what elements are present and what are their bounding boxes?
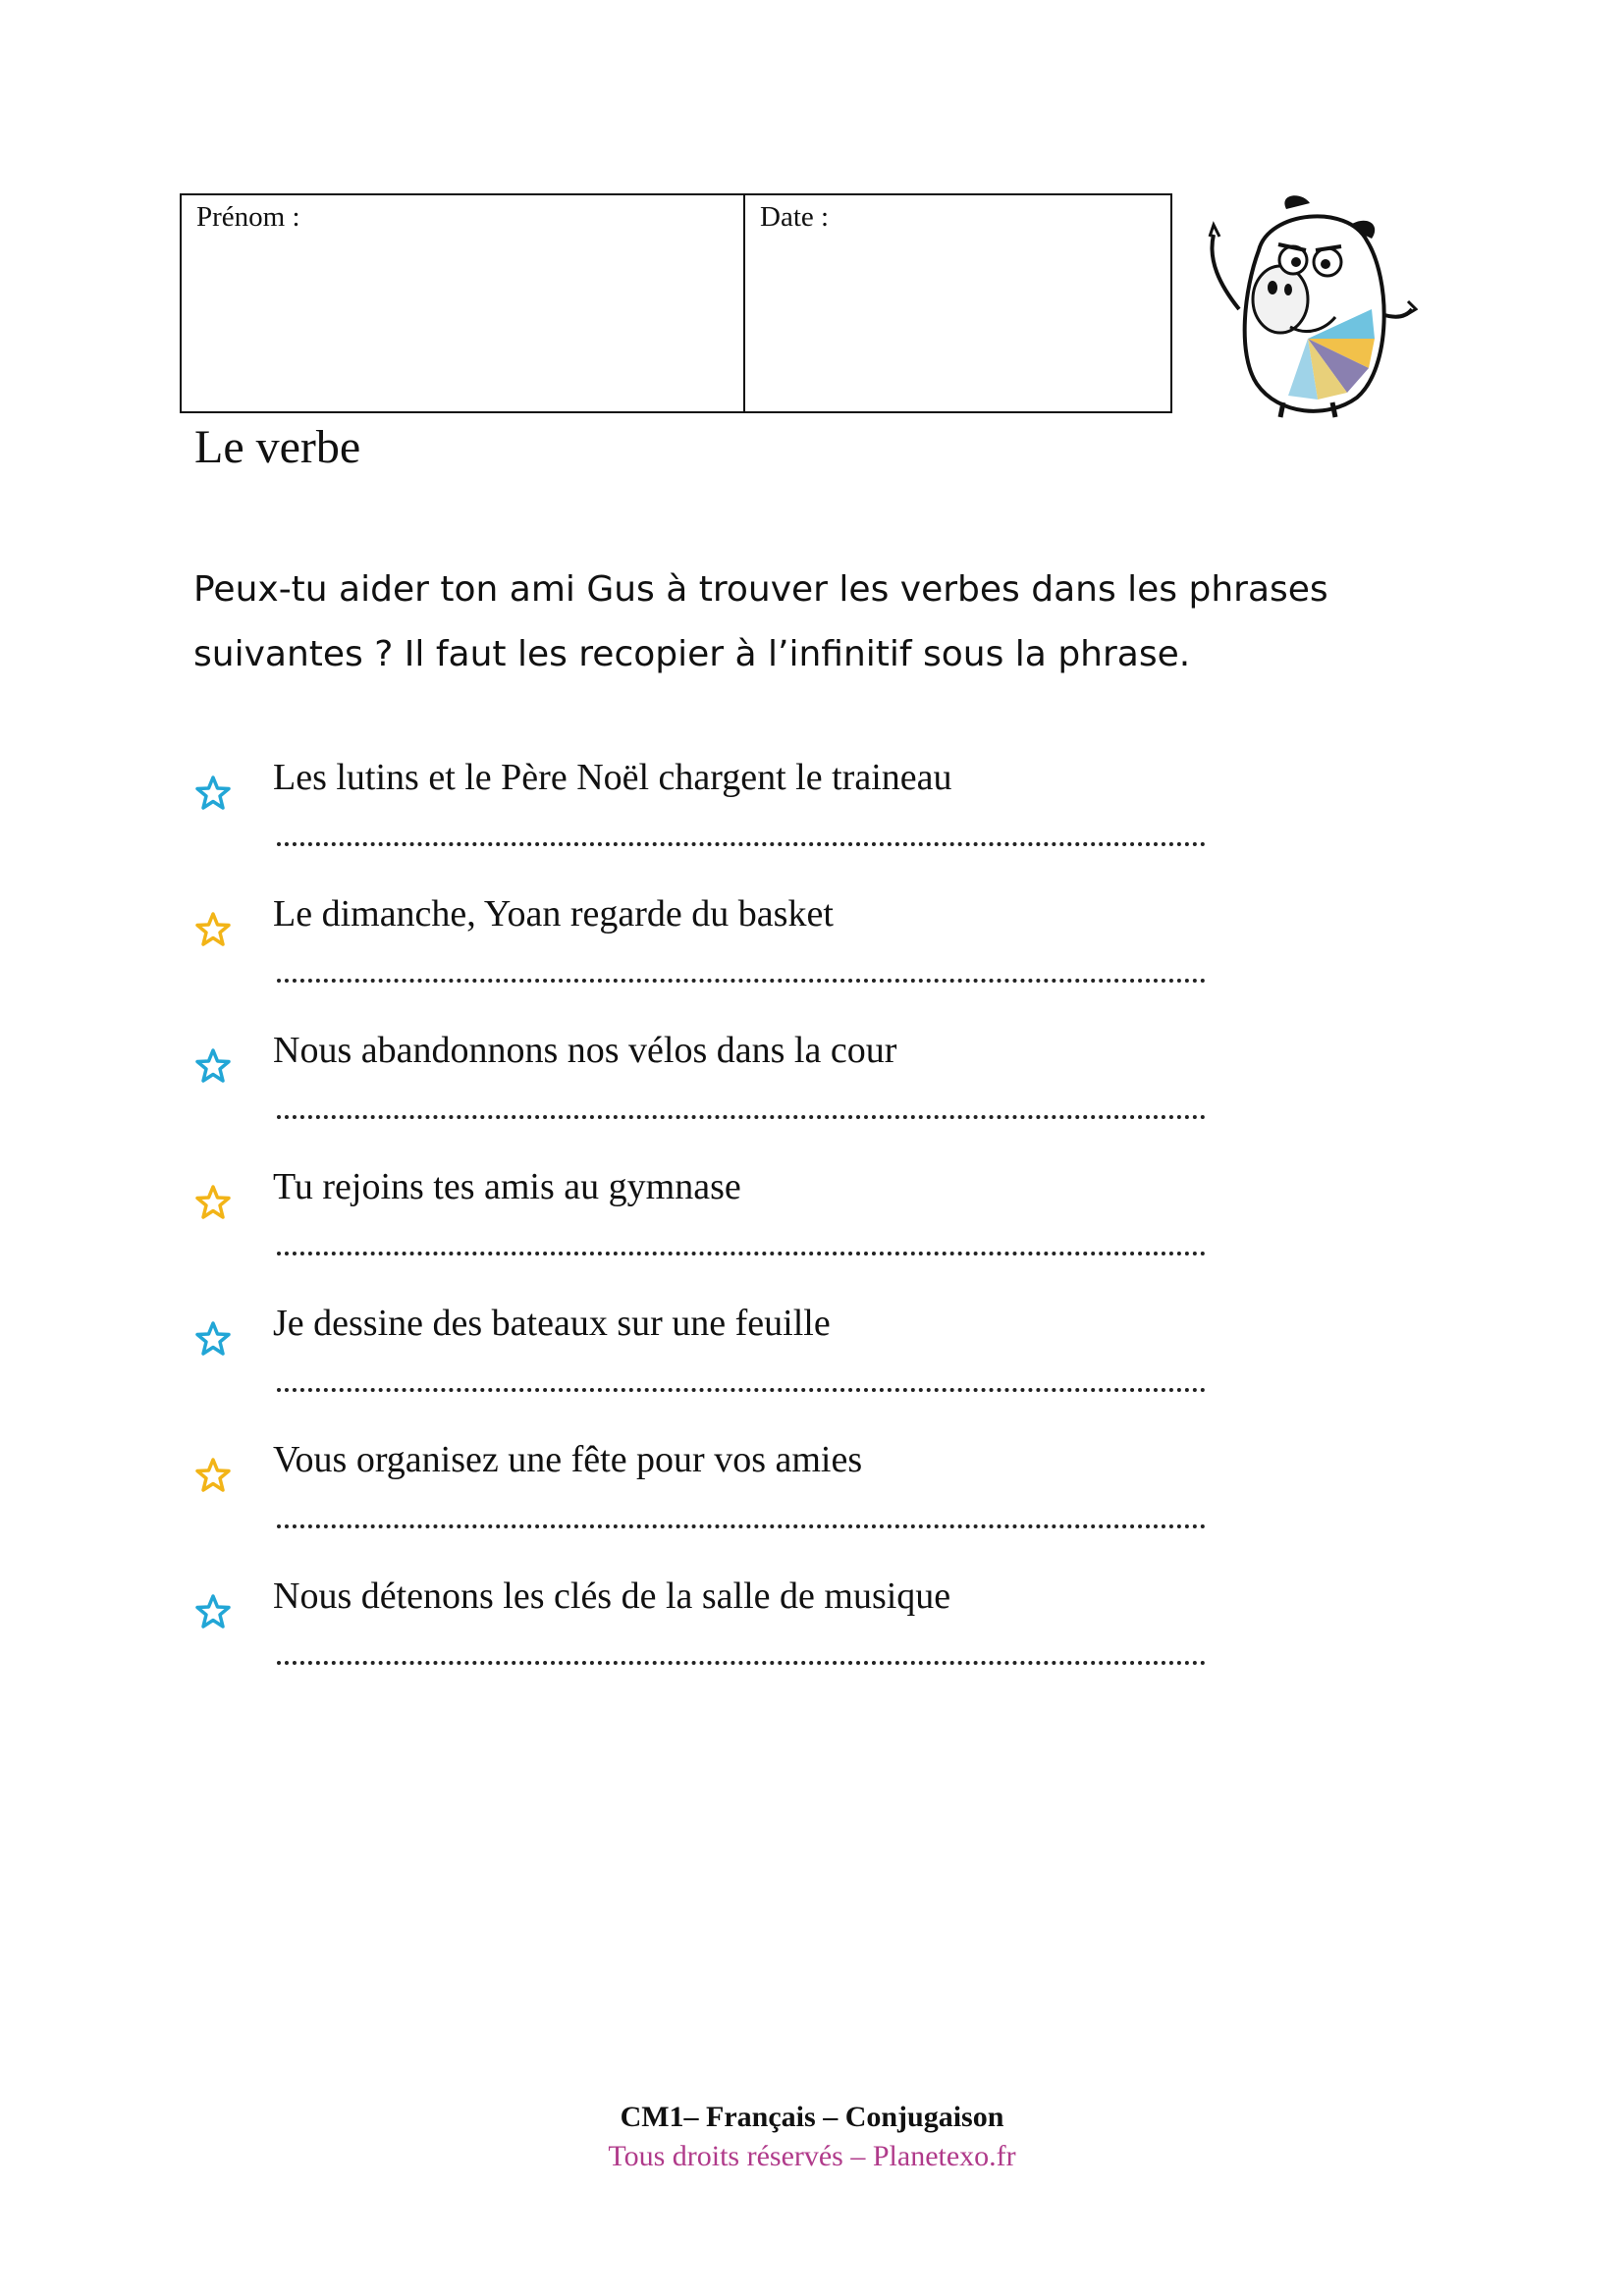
exercise-sentence: Nous détenons les clés de la salle de musique: [273, 1575, 951, 1617]
date-label: Date :: [760, 201, 830, 233]
instruction-text: [193, 558, 1421, 687]
star-icon: [195, 912, 231, 947]
exercise-item: [0, 1438, 1624, 1575]
page-title: Le verbe: [194, 421, 361, 473]
exercise-item: [0, 892, 1624, 1029]
answer-line[interactable]: [277, 1252, 1206, 1255]
star-icon: [195, 1458, 231, 1493]
exercise-sentence: Tu rejoins tes amis au gymnase: [273, 1166, 741, 1207]
star-icon: [195, 1321, 231, 1357]
instruction-line-1: Peux-tu aider ton ami Gus à trouver les verbes dans les phrases: [193, 569, 1328, 610]
exercise-item: [0, 1302, 1624, 1438]
answer-line[interactable]: [277, 979, 1206, 983]
answer-line[interactable]: [277, 1661, 1206, 1665]
footer-course: CM1– Français – Conjugaison: [620, 2101, 1004, 2133]
exercise-item: [0, 1029, 1624, 1165]
exercise-sentence: Le dimanche, Yoan regarde du basket: [273, 893, 834, 934]
exercise-item: [0, 756, 1624, 892]
student-info-box: [180, 193, 1172, 413]
exercise-sentence: Je dessine des bateaux sur une feuille: [273, 1303, 831, 1344]
exercise-item: [0, 1575, 1624, 1711]
exercise-sentence: Les lutins et le Père Noël chargent le traineau: [273, 757, 952, 798]
name-label: Prénom :: [196, 201, 300, 233]
star-icon: [195, 1594, 231, 1629]
answer-line[interactable]: [277, 842, 1206, 846]
star-icon: [195, 1048, 231, 1084]
exercise-item: [0, 1165, 1624, 1302]
footer-copyright: Tous droits réservés – Planetexo.fr: [608, 2140, 1016, 2172]
star-icon: [195, 775, 231, 811]
answer-line[interactable]: [277, 1524, 1206, 1528]
name-cell[interactable]: [182, 195, 745, 411]
date-cell[interactable]: [745, 195, 1170, 411]
gus-mascot-illustration: [1200, 191, 1418, 419]
instruction-line-2: suivantes ? Il faut les recopier à l’infinitif sous la phrase.: [193, 634, 1191, 674]
answer-line[interactable]: [277, 1115, 1206, 1119]
star-icon: [195, 1185, 231, 1220]
exercise-sentence: Nous abandonnons nos vélos dans la cour: [273, 1030, 897, 1071]
exercise-sentence: Vous organisez une fête pour vos amies: [273, 1439, 863, 1480]
exercise-list: [0, 756, 1624, 1711]
answer-line[interactable]: [277, 1388, 1206, 1392]
